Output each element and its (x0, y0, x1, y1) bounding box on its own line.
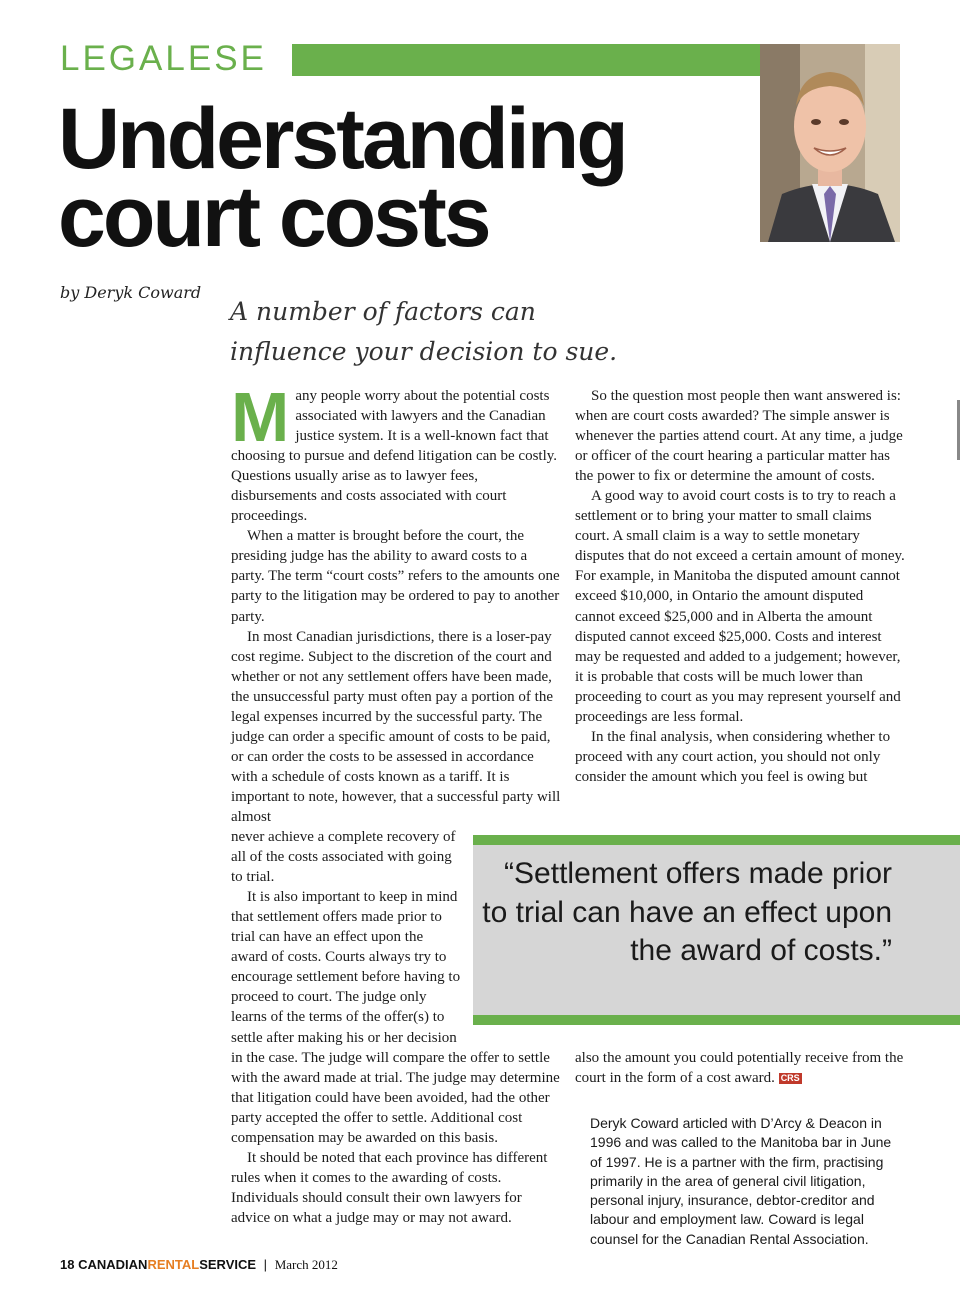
pull-quote-text: “Settlement offers made prior to trial can have an effect upon the award of costs.” (482, 857, 892, 967)
section-bar (292, 44, 760, 76)
paragraph: When a matter is brought before the court, the presiding judge has the ability to award costs to a party. The term “court costs” refers to the amounts one party to the litigation may be ordered to pay to another party. (231, 528, 560, 625)
article-column-1 (231, 378, 561, 1228)
deck: A number of factors can influence your decision to sue. (230, 297, 618, 366)
paragraph-text: any people worry about the potential costs associated with lawyers and the Canadian justice system. It is a well-known fact that choosing to pursue and defend litigation can be costly. Questions usually arise as to lawyer fees, disbursements and costs associated with court proceedings. (231, 388, 558, 525)
author-portrait-icon (760, 44, 900, 242)
headline (58, 91, 626, 265)
page-number: 18 (60, 1257, 75, 1272)
headline-line-2: court costs (58, 169, 489, 265)
paragraph: in the case. The judge will compare the offer to settle with the award made at trial. The judge may determine that litigation could have been avoided, had the other party accepted the offer to settle. Additional cost compensation may be awarded on this basis. (231, 1049, 560, 1146)
end-mark: CRS (780, 1073, 800, 1084)
paragraph: A good way to avoid court costs is to try to reach a settlement or to bring your matter to small claims court. A small claim is a way to settle monetary disputes that do not exceed a certain amount of money. For example, in Manitoba the disputed amount cannot exceed $10,000, in Ontario the amount disputed cannot exceed $25,000 and in Alberta the amount disputed cannot exceed $25,000. Costs and interest may be requested and added to a judgement; however, it is probable that costs will be much lower than proceeding to court as you may represent yourself and proceedings are less formal. (575, 488, 905, 725)
paragraph: It should be noted that each province has different rules when it comes to the awarding of costs. Individuals should consult their own lawyers for advice on what a judge may or may not award. (231, 1149, 548, 1226)
paragraph: never achieve a complete recovery of all of the costs associated with going to trial. (231, 829, 456, 886)
article-column-2-continued (575, 1048, 905, 1088)
paragraph (575, 1048, 905, 1088)
paragraph-text: also the amount you could potentially receive from the court in the form of a cost award. (575, 1050, 904, 1087)
paragraph: In most Canadian jurisdictions, there is a loser-pay cost regime. Subject to the discretion of the court and whether or not any settlement offers have been made, the unsuccessful party must often pay a portion of the legal expenses incurred by the successful party. The judge can order a specific amount of costs to be paid, or can order the costs to be assessed in accordance with a schedule of costs known as a tariff. It is important to note, however, that a successful party will almost (231, 628, 561, 825)
footer-separator: | (263, 1257, 268, 1272)
section-label: LEGALESE (60, 39, 267, 78)
drop-cap: M (231, 378, 290, 456)
paragraph: So the question most people then want answered is: when are court costs awarded? The simple answer is whenever the parties attend court. At any time, a judge or officer of the court hearing a particular matter has the power to fix or determine the amount of costs. (575, 388, 903, 485)
author-bio: Deryk Coward articled with D’Arcy & Deacon in 1996 and was called to the Manitoba bar in June of 1997. He is a partner with the firm, practising primarily in the area of general civil litigation, personal injury, insurance, debtor-creditor and labour and employment law. Coward is legal counsel for the Canadian Rental Association. (590, 1115, 892, 1247)
pull-quote-top-bar (473, 835, 960, 845)
article-column-2 (575, 386, 905, 787)
paragraph: It is also important to keep in mind that settlement offers made prior to trial can have an effect upon the award of costs. Courts always try to encourage settlement before having to proceed to court. The judge only learns of the terms of the offer(s) to settle after making his or her decision (231, 889, 461, 1046)
narrow-text-block (231, 827, 463, 1048)
pull-quote-bottom-bar (473, 1015, 960, 1025)
pull-quote-box (473, 835, 960, 1025)
paragraph: In the final analysis, when considering whether to proceed with any court action, you should not only consider the amount which you feel is owing but (575, 728, 891, 785)
magazine-name-part-2: RENTAL (147, 1257, 200, 1272)
byline: by Deryk Coward (60, 283, 202, 302)
magazine-name-part-3: SERVICE (199, 1257, 257, 1272)
headline-line-1: Understanding (58, 91, 626, 187)
paragraph (231, 378, 561, 526)
footer (60, 1257, 338, 1273)
magazine-name-part-1: CANADIAN (78, 1257, 148, 1272)
issue-date: March 2012 (274, 1257, 338, 1272)
